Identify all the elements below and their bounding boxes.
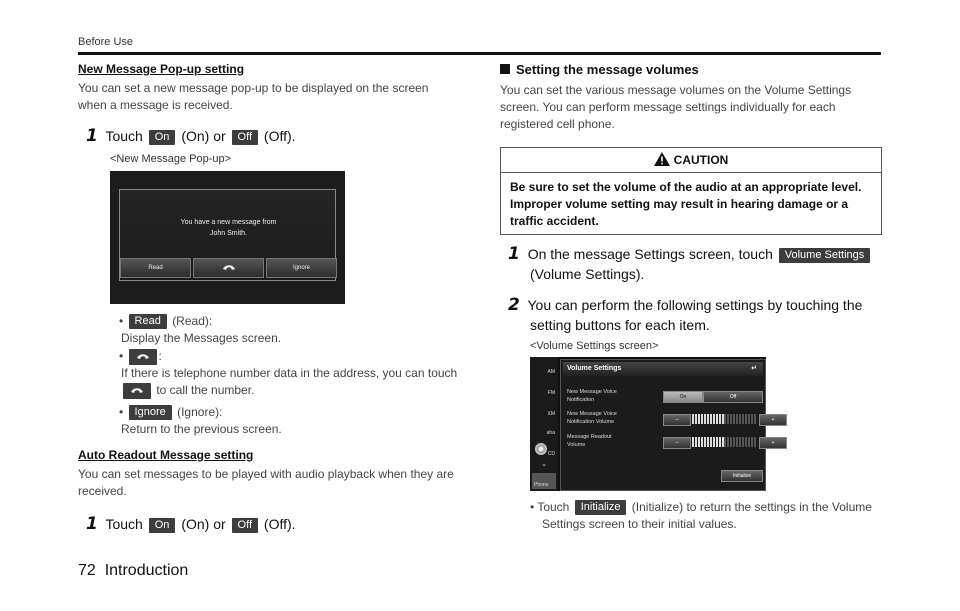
readout-intro-line: You can set messages to be played with audio playback when they are	[78, 467, 454, 481]
call-bullet-desc1: If there is telephone number data in the address, you can touch	[121, 366, 458, 380]
ignore-bullet-desc: Return to the previous screen.	[121, 422, 282, 436]
popup-ignore-button[interactable]: Ignore	[266, 258, 337, 278]
page-number: 72	[78, 562, 96, 579]
call-bullet-desc2: to call the number.	[156, 383, 255, 397]
source-sidebar	[530, 357, 558, 491]
popup-message-line1: You have a new message from	[180, 219, 277, 226]
ignore-bullet	[119, 404, 479, 438]
row-notification-volume-label	[567, 410, 617, 426]
volume-step-2	[508, 295, 888, 335]
off-button[interactable]: Off	[232, 518, 258, 533]
intro-line: You can set the various message volumes on the Volume Settings	[500, 83, 852, 97]
message-volumes-heading-text: Setting the message volumes	[516, 62, 699, 77]
step-number: 1	[86, 126, 98, 146]
readout-volume-minus[interactable]: –	[663, 437, 691, 449]
caution-body	[510, 179, 875, 230]
running-header: Before Use	[78, 36, 134, 48]
notification-volume-bar[interactable]	[692, 414, 756, 424]
volume-settings-panel	[560, 359, 775, 491]
label-line: New Message Voice	[567, 389, 617, 395]
bullet-dot: •	[530, 500, 535, 514]
intro-line: registered cell phone.	[500, 117, 615, 131]
read-bullet	[119, 313, 479, 347]
call-chip[interactable]	[129, 349, 157, 365]
warning-icon	[654, 152, 670, 166]
call-colon: :	[158, 349, 162, 363]
bullet-dot: •	[119, 314, 124, 328]
caution-header	[501, 148, 881, 173]
on-button[interactable]: On	[149, 518, 176, 533]
step-on-text: (On) or	[181, 128, 226, 144]
sidebar-label: FM	[547, 390, 555, 396]
step-2-text1: You can perform the following settings by touching the	[527, 297, 863, 313]
intro-line: screen. You can perform message settings individually for each	[500, 100, 836, 114]
call-bullet	[119, 348, 479, 399]
readout-intro-line: received.	[78, 484, 127, 498]
volume-bar-empty	[724, 437, 756, 447]
back-icon[interactable]: ↵	[751, 365, 757, 372]
sidebar-item-fm[interactable]	[532, 383, 556, 399]
sidebar-item-am[interactable]	[532, 362, 556, 378]
sidebar-label: CD	[547, 451, 555, 457]
caution-line: Be sure to set the volume of the audio at an appropriate level.	[510, 180, 862, 194]
caution-title: CAUTION	[673, 153, 729, 167]
volume-settings-title-text: Volume Settings	[567, 365, 622, 372]
volume-bar-empty	[724, 414, 756, 424]
bullet-dot: •	[119, 405, 124, 419]
square-bullet-icon	[500, 64, 510, 74]
initialize-text2: Settings screen to their initial values.	[542, 517, 737, 531]
ignore-bullet-text: (Ignore):	[177, 405, 223, 419]
chapter-title: Introduction	[104, 562, 189, 579]
popup-intro	[78, 80, 458, 114]
page-footer	[78, 562, 188, 580]
ignore-chip[interactable]: Ignore	[129, 405, 172, 420]
step-on-text: (On) or	[181, 516, 226, 532]
label-line: Notification Volume	[567, 419, 615, 425]
initialize-bullet	[530, 499, 890, 533]
step-touch-text: Touch	[105, 516, 143, 532]
row-notification-label	[567, 388, 617, 404]
read-bullet-desc: Display the Messages screen.	[121, 331, 282, 345]
call-chip-inline[interactable]	[123, 383, 151, 399]
popup-setting-heading: New Message Pop-up setting	[78, 62, 245, 76]
message-volumes-intro	[500, 82, 880, 133]
step-touch-text: Touch	[105, 128, 143, 144]
message-volumes-heading	[500, 62, 699, 77]
readout-intro	[78, 466, 478, 500]
sidebar-label: XM	[547, 411, 555, 417]
call-bullet-desc2-line	[119, 382, 479, 399]
step-number: 1	[508, 244, 520, 264]
step-1-text2: (Volume Settings).	[530, 266, 645, 282]
step-off-text: (Off).	[263, 128, 296, 144]
phone-icon	[222, 263, 236, 273]
on-button[interactable]: On	[149, 130, 176, 145]
sidebar-item-phone[interactable]	[532, 473, 556, 489]
sidebar-label: AM	[547, 369, 555, 375]
popup-read-button[interactable]: Read	[120, 258, 191, 278]
volume-step-1	[508, 244, 883, 284]
volume-settings-screenshot	[530, 357, 775, 491]
notification-on-button[interactable]: On	[663, 391, 703, 403]
initialize-button[interactable]: Initialize	[721, 470, 763, 482]
phone-icon	[136, 352, 150, 362]
readout-volume-bar[interactable]	[692, 437, 756, 447]
row-readout-volume-label	[567, 433, 612, 449]
sidebar-more-icon[interactable]: ⌄	[541, 461, 547, 468]
new-message-popup-screenshot	[110, 171, 345, 304]
step-number: 1	[86, 514, 98, 534]
sidebar-label: Phone	[534, 482, 549, 488]
caution-line: Improper volume setting may result in hearing damage or a	[510, 197, 849, 211]
step-2-text2: setting buttons for each item.	[530, 317, 710, 333]
off-button[interactable]: Off	[232, 130, 258, 145]
read-chip[interactable]: Read	[129, 314, 167, 329]
initialize-chip[interactable]: Initialize	[575, 500, 627, 515]
sidebar-item-cd[interactable]	[532, 443, 556, 459]
sidebar-item-aha[interactable]	[532, 425, 556, 441]
label-line: New Message Voice	[567, 411, 617, 417]
label-line: Notification	[567, 397, 595, 403]
popup-message-line2: John Smith.	[210, 230, 247, 237]
volume-settings-button[interactable]: Volume Settings	[779, 248, 871, 263]
readout-setting-heading: Auto Readout Message setting	[78, 448, 254, 462]
popup-step-1	[86, 126, 296, 146]
initialize-touch-text: Touch	[537, 500, 570, 514]
phone-icon	[130, 386, 144, 396]
notification-volume-minus[interactable]: –	[663, 414, 691, 426]
caution-box	[500, 147, 882, 235]
popup-caption: <New Message Pop-up>	[110, 153, 232, 165]
step-1-text: On the message Settings screen, touch	[527, 246, 773, 262]
volume-settings-title	[563, 362, 763, 376]
sidebar-label: aha	[546, 430, 555, 436]
header-rule	[78, 52, 881, 55]
initialize-text1: (Initialize) to return the settings in the Volume	[631, 500, 872, 514]
readout-volume-plus[interactable]: +	[759, 437, 787, 449]
read-bullet-text: (Read):	[172, 314, 213, 328]
volume-screen-caption: <Volume Settings screen>	[530, 340, 659, 352]
notification-volume-plus[interactable]: +	[759, 414, 787, 426]
readout-step-1	[86, 514, 296, 534]
step-off-text: (Off).	[263, 516, 296, 532]
label-line: Volume	[567, 442, 586, 448]
caution-line: traffic accident.	[510, 214, 599, 228]
notification-off-button[interactable]: Off	[703, 391, 763, 403]
sidebar-item-xm[interactable]	[532, 404, 556, 420]
popup-intro-line: You can set a new message pop-up to be displayed on the screen	[78, 81, 429, 95]
bullet-dot: •	[119, 349, 124, 363]
disc-icon	[535, 443, 547, 455]
step-number: 2	[508, 295, 520, 315]
popup-intro-line: when a message is received.	[78, 98, 233, 112]
popup-call-button[interactable]	[193, 258, 264, 278]
label-line: Message Readout	[567, 434, 612, 440]
